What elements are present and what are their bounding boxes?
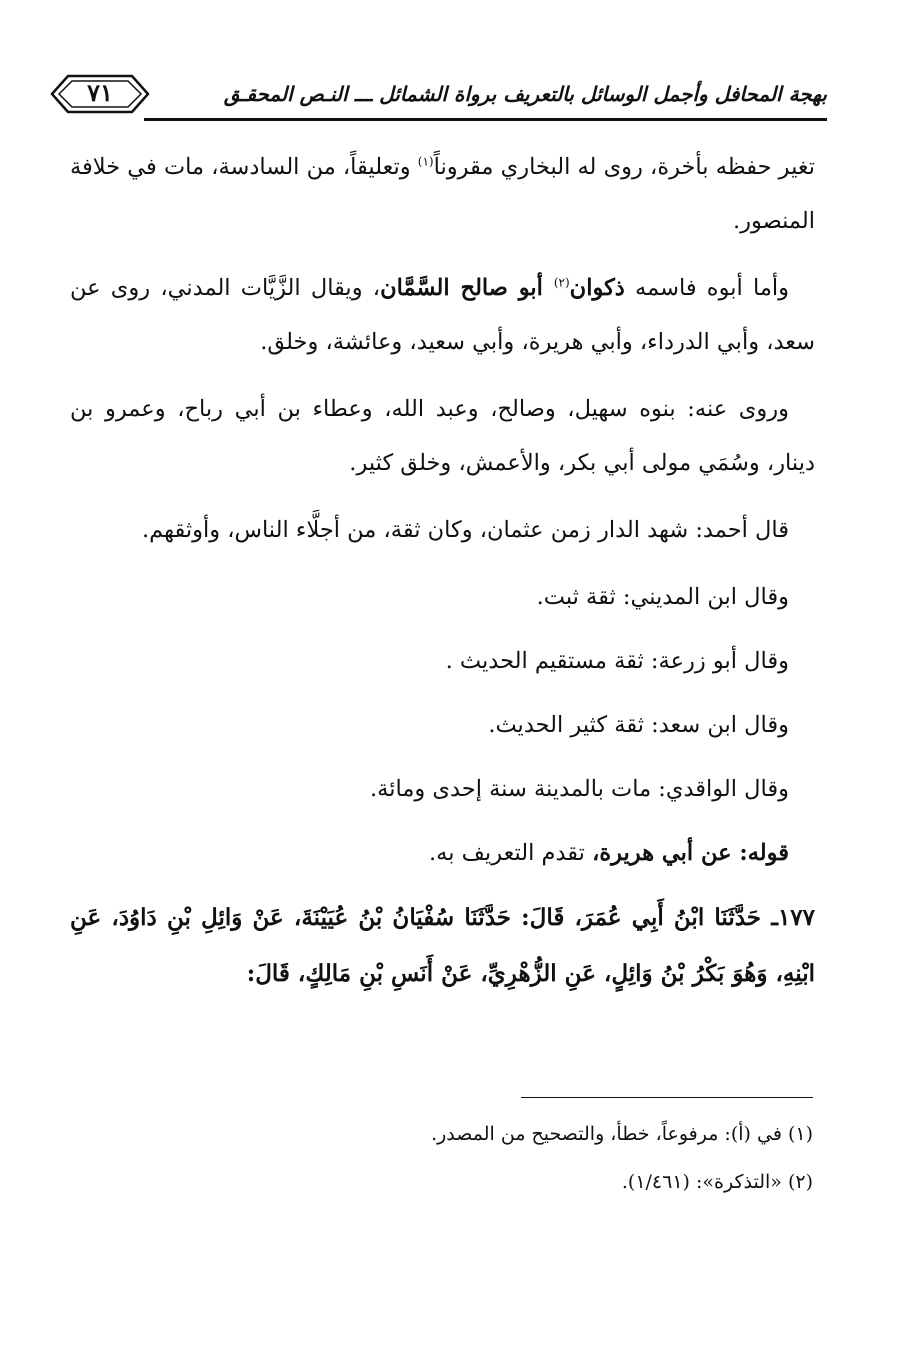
footnote-divider [521,1097,813,1098]
paragraph: وقال الواقدي: مات بالمدينة سنة إحدى ومائة. [369,776,789,802]
paragraph: وقال ابن سعد: ثقة كثير الحديث. [488,712,789,738]
paragraph: قال أحمد: شهد الدار زمن عثمان، وكان ثقة، من أجلَّاء الناس، وأوثقهم. [141,517,789,543]
paragraph-text: وتعليقاً، من السادسة، مات في خلافة المنصور. [69,154,815,234]
paragraph [70,261,815,369]
paragraph [70,140,815,248]
narrator-name: ذكوان [569,275,625,301]
footnote-marker: (١) [417,154,434,169]
paragraph [70,826,815,880]
paragraph: وروى عنه: بنوه سهيل، وصالح، وعبد الله، وعطاء بن أبي رباح، وعمرو بن دينار، وسُمَي مولى أبي بكر، والأعمش، وخلق كثير. [70,396,815,476]
paragraph-text: تغير حفظه بأخرة، روى له البخاري مقروناً [433,154,815,180]
footnote-1: (١) في (أ): مرفوعاً، خطأ، والتصحيح من المصدر. [431,1123,813,1145]
paragraph-text: تقدم التعريف به. [429,840,593,866]
lemma-heading: قوله: عن أبي هريرة، [592,840,789,866]
hadith-text: ١٧٧ـ حَدَّثَنَا ابْنُ أَبِي عُمَرَ، قَالَ: حَدَّثَنَا سُفْيَانُ بْنُ عُيَيْنَةَ، عَنْ وَائِلِ بْنِ دَاوُدَ، عَنِ ابْنِهِ، وَهُوَ بَكْرُ بْنُ وَائِلٍ، عَنِ الزُّهْرِيِّ، عَنْ أَنَسِ بْنِ مَالِكٍ، قَالَ: [70,904,815,987]
page-number-ornament [48,72,152,116]
running-header [48,72,827,122]
header-divider [144,118,827,121]
main-text [70,140,815,1015]
footnote-2: (٢) «التذكرة»: (١/٤٦١). [621,1171,813,1193]
paragraph: وقال ابن المديني: ثقة ثبت. [536,584,789,610]
paragraph: وقال أبو زرعة: ثقة مستقيم الحديث . [445,648,789,674]
page-number: ٧١ [87,78,113,107]
footnote-marker: (٢) [553,275,570,290]
narrator-kunya: أبو صالح السَّمَّان [380,275,554,301]
paragraph-text: وأما أبوه فاسمه [624,275,789,301]
header-title: بهجة المحافل وأجمل الوسائل بالتعريف برواة الشمائل ـــ النـص المحقـق [223,82,827,106]
footnotes [70,1110,813,1206]
paragraph-text: ، ويقال الزَّيَّات المدني، روى عن سعد، وأبي الدرداء، وأبي هريرة، وأبي سعيد، وعائشة، وخلق. [70,275,815,355]
